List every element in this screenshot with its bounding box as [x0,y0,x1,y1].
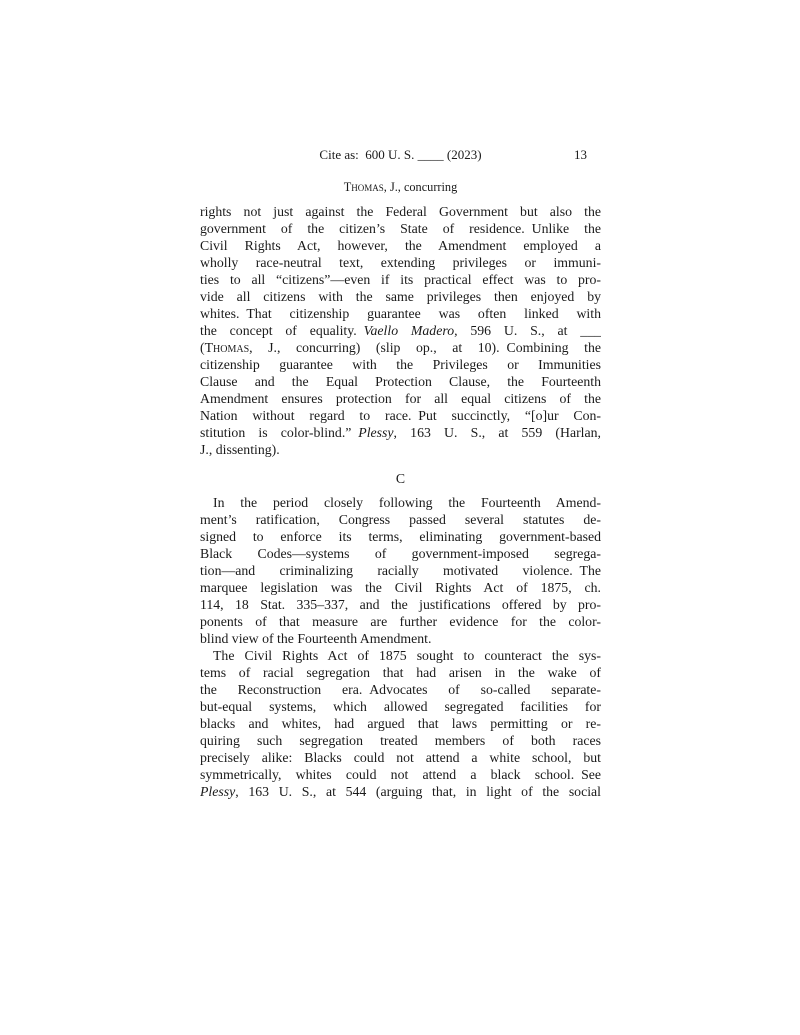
text-run: Vaello Madero [363,323,455,338]
text-line [200,441,601,458]
text-run: government of the citizen’s State of residence. Unlike the [200,221,601,236]
text-run: J., dissenting). [200,442,280,457]
text-line [200,494,601,511]
text-run: whites. That citizenship guarantee was often linked with [200,306,601,321]
text-line [200,220,601,237]
text-run: Nation without regard to race. Put succinctly, “[o]ur Con- [200,408,601,423]
text-line [200,407,601,424]
text-run: , J., concurring [383,180,458,194]
text-run: wholly race-neutral text, extending privileges or immuni- [200,255,601,270]
text-line [200,237,601,254]
text-line [200,664,601,681]
text-run: ponents of that measure are further evidence for the color- [200,614,601,629]
text-run: citizenship guarantee with the Privileges or Immunities [200,357,601,372]
text-run: , 163 U. S., at 544 (arguing that, in light of the social [235,784,601,799]
text-run: 114, 18 Stat. 335–337, and the justifications offered by pro- [200,597,601,612]
text-line [200,271,601,288]
text-run: the concept of equality. [200,323,364,338]
text-run: , 163 U. S., at 559 (Harlan, [393,425,601,440]
document-body [200,203,601,800]
text-run: The Civil Rights Act of 1875 sought to counteract the sys- [213,648,601,663]
text-run: In the period closely following the Fourteenth Amend- [213,495,601,510]
text-line [200,749,601,766]
text-line [200,613,601,630]
page-number: 13 [574,147,587,162]
text-run: tems of racial segregation that had arisen in the wake of [200,665,601,680]
opinion-caption [200,180,601,195]
text-run: quiring such segregation treated members of both races [200,733,601,748]
text-run: signed to enforce its terms, eliminating government-based [200,529,601,544]
section-heading: C [395,471,406,486]
text-run: precisely alike: Blacks could not attend a white school, but [200,750,601,765]
text-line [200,322,601,339]
text-line [200,732,601,749]
text-run: blind view of the Fourteenth Amendment. [200,631,432,646]
text-run: , 596 U. S., at ___ [454,323,601,338]
running-head [200,147,601,163]
text-run: tion—and criminalizing racially motivated violence. The [200,563,601,578]
text-run: ties to all “citizens”—even if its practical effect was to pro- [200,272,601,287]
text-line [200,511,601,528]
text-line [200,528,601,545]
text-line [200,305,601,322]
text-run: ( [200,340,205,355]
text-run: symmetrically, whites could not attend a black school. See [200,767,601,782]
text-line [200,373,601,390]
text-run: Thomas [343,180,384,194]
text-run: blacks and whites, had argued that laws permitting or re- [200,716,601,731]
text-line [200,579,601,596]
text-line [200,203,601,220]
text-run: Thomas [204,340,250,355]
text-line [200,339,601,356]
running-head-cite: Cite as: 600 U. S. ____ (2023) [319,147,482,162]
text-run: the Reconstruction era. Advocates of so-called separate- [200,682,601,697]
text-line [200,630,601,647]
text-run: Amendment ensures protection for all equal citizens of the [200,391,601,406]
text-line [200,424,601,441]
text-line [200,254,601,271]
text-run: , J., concurring) (slip op., at 10). Combining the [249,340,601,355]
text-line [200,562,601,579]
text-run: Black Codes—systems of government-imposed segrega- [200,546,601,561]
text-line [200,545,601,562]
text-run: Plessy [200,784,236,799]
text-line [200,715,601,732]
text-run: ment’s ratification, Congress passed several statutes de- [200,512,601,527]
text-line [200,783,601,800]
text-run: vide all citizens with the same privileges then enjoyed by [200,289,601,304]
text-line [200,647,601,664]
text-run: Civil Rights Act, however, the Amendment employed a [200,238,601,253]
text-line [200,766,601,783]
paragraph [200,494,601,647]
paragraph [200,647,601,800]
text-line [200,681,601,698]
text-run: but-equal systems, which allowed segregated facilities for [200,699,601,714]
text-run: marquee legislation was the Civil Rights Act of 1875, ch. [200,580,601,595]
text-line [200,390,601,407]
text-line [200,356,601,373]
text-line [200,288,601,305]
text-run: Clause and the Equal Protection Clause, the Fourteenth [200,374,601,389]
text-run: rights not just against the Federal Government but also the [200,204,601,219]
paragraph [200,203,601,458]
text-line [200,698,601,715]
text-run: stitution is color-blind.” [200,425,359,440]
text-line [200,596,601,613]
text-run: Plessy [358,425,394,440]
